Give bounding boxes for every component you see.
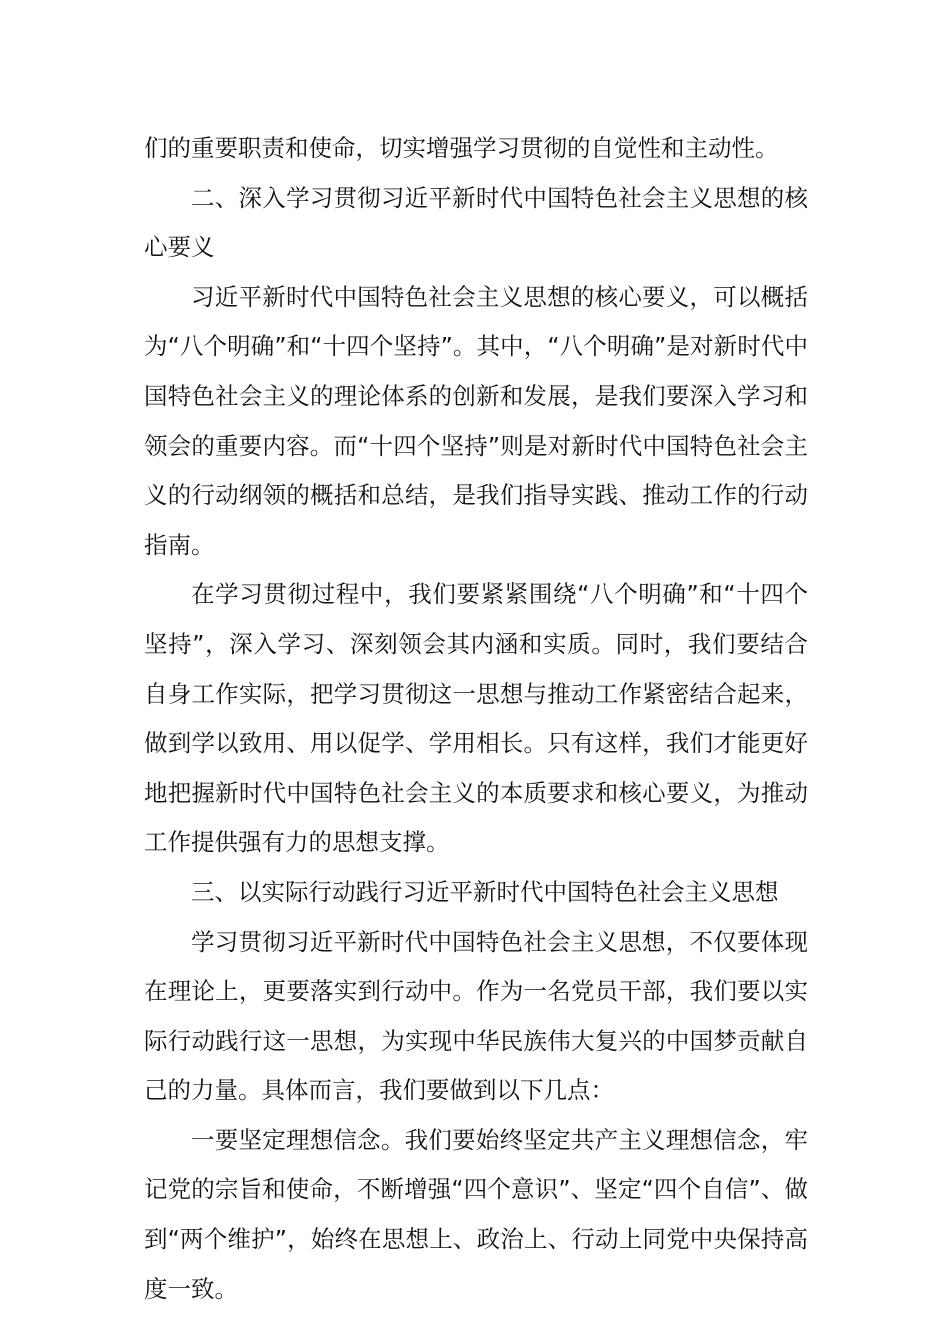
- paragraph-study-process: 在学习贯彻过程中，我们要紧紧围绕“八个明确”和“十四个坚持”，深入学习、深刻领会其内涵和实质。同时，我们要结合自身工作实际，把学习贯彻这一思想与推动工作紧密结合起来，做到学以致用、用以促学、学用相长。只有这样，我们才能更好地把握新时代中国特色社会主义的本质要求和核心要义，为推动工作提供强有力的思想支撑。: [144, 580, 808, 857]
- section-heading-3: 三、以实际行动践行习近平新时代中国特色社会主义思想: [191, 877, 779, 906]
- section-heading-2: 二、深入学习贯彻习近平新时代中国特色社会主义思想的核心要义: [144, 183, 808, 262]
- paragraph-core-meaning: 习近平新时代中国特色社会主义思想的核心要义，可以概括为“八个明确”和“十四个坚持”。其中，“八个明确”是对新时代中国特色社会主义的理论体系的创新和发展，是我们要深入学习和领会的重要内容。而“十四个坚持”则是对新时代中国特色社会主义的行动纲领的概括和总结，是我们指导实践、推动工作的行动指南。: [144, 282, 808, 559]
- paragraph-ideals: 一要坚定理想信念。我们要始终坚定共产主义理想信念，牢记党的宗旨和使命，不断增强“四个意识”、坚定“四个自信”、做到“两个维护”，始终在思想上、政治上、行动上同党中央保持高度一致。: [144, 1125, 808, 1303]
- document-page: [144, 124, 808, 1314]
- paragraph-continuation: 们的重要职责和使命，切实增强学习贯彻的自觉性和主动性。: [144, 134, 779, 162]
- paragraph-practice: 学习贯彻习近平新时代中国特色社会主义思想，不仅要体现在理论上，更要落实到行动中。作为一名党员干部，我们要以实际行动践行这一思想，为实现中华民族伟大复兴的中国梦贡献自己的力量。具体而言，我们要做到以下几点：: [144, 927, 808, 1105]
